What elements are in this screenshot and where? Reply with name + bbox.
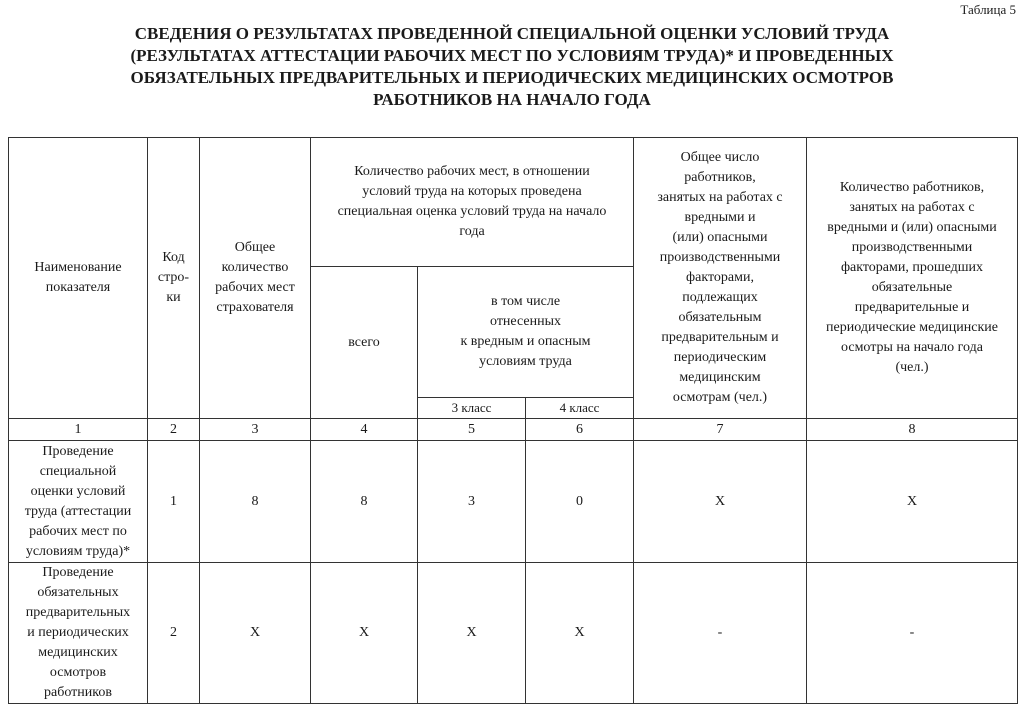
table-row [9, 441, 1018, 563]
table-number-label: Таблица 5 [960, 2, 1016, 17]
column-number: 4 [311, 419, 418, 441]
header-total: всего [311, 267, 418, 419]
cell-workers-passed-exam: - [807, 563, 1018, 704]
header-indicator-name: Наименование показателя [9, 138, 148, 419]
title-line: РАБОТНИКОВ НА НАЧАЛО ГОДА [373, 90, 651, 109]
header-workers-subject-exam: Общее число работников, занятых на работах с вредными и (или) опасными производственными факторами, подлежащих обязательным предварительным и периодическим медицинским осмотрам (чел.) [634, 138, 807, 419]
column-number: 7 [634, 419, 807, 441]
column-number: 6 [526, 419, 634, 441]
header-row-code: Код стро- ки [148, 138, 200, 419]
column-numbers-row [9, 419, 1018, 441]
header-class-4: 4 класс [526, 398, 634, 419]
header-assessed-workplaces: Количество рабочих мест, в отношении условий труда на которых проведена специальная оценка условий труда на начало года [311, 138, 634, 267]
cell-workers-passed-exam: X [807, 441, 1018, 563]
cell-total-workplaces: X [200, 563, 311, 704]
title-line: ОБЯЗАТЕЛЬНЫХ ПРЕДВАРИТЕЛЬНЫХ И ПЕРИОДИЧЕСКИХ МЕДИЦИНСКИХ ОСМОТРОВ [130, 68, 894, 87]
header-total-workplaces: Общее количество рабочих мест страхователя [200, 138, 311, 419]
table-row [9, 563, 1018, 704]
cell-class-4: X [526, 563, 634, 704]
document-title [0, 23, 1024, 111]
column-number: 1 [9, 419, 148, 441]
row-code: 1 [148, 441, 200, 563]
cell-workers-subject-exam: - [634, 563, 807, 704]
column-number: 5 [418, 419, 526, 441]
cell-assessed-total: 8 [311, 441, 418, 563]
header-row [9, 138, 1018, 267]
column-number: 2 [148, 419, 200, 441]
cell-total-workplaces: 8 [200, 441, 311, 563]
results-table [8, 137, 1018, 704]
column-number: 8 [807, 419, 1018, 441]
column-number: 3 [200, 419, 311, 441]
cell-assessed-total: X [311, 563, 418, 704]
row-indicator-name: Проведение обязательных предварительных и периодических медицинских осмотров работников [9, 563, 148, 704]
title-line: СВЕДЕНИЯ О РЕЗУЛЬТАТАХ ПРОВЕДЕННОЙ СПЕЦИАЛЬНОЙ ОЦЕНКИ УСЛОВИЙ ТРУДА [134, 24, 890, 43]
header-workers-passed-exam: Количество работников, занятых на работах с вредными и (или) опасными производственными факторами, прошедших обязательные предварительные и периодические медицинские осмотры на начало года (чел.) [807, 138, 1018, 419]
header-harmful-group: в том числе отнесенных к вредным и опасным условиям труда [418, 267, 634, 398]
cell-class-3: 3 [418, 441, 526, 563]
cell-class-3: X [418, 563, 526, 704]
cell-workers-subject-exam: X [634, 441, 807, 563]
header-class-3: 3 класс [418, 398, 526, 419]
cell-class-4: 0 [526, 441, 634, 563]
row-code: 2 [148, 563, 200, 704]
row-indicator-name: Проведение специальной оценки условий труда (аттестации рабочих мест по условиям труда)* [9, 441, 148, 563]
title-line: (РЕЗУЛЬТАТАХ АТТЕСТАЦИИ РАБОЧИХ МЕСТ ПО УСЛОВИЯМ ТРУДА)* И ПРОВЕДЕННЫХ [130, 46, 894, 65]
